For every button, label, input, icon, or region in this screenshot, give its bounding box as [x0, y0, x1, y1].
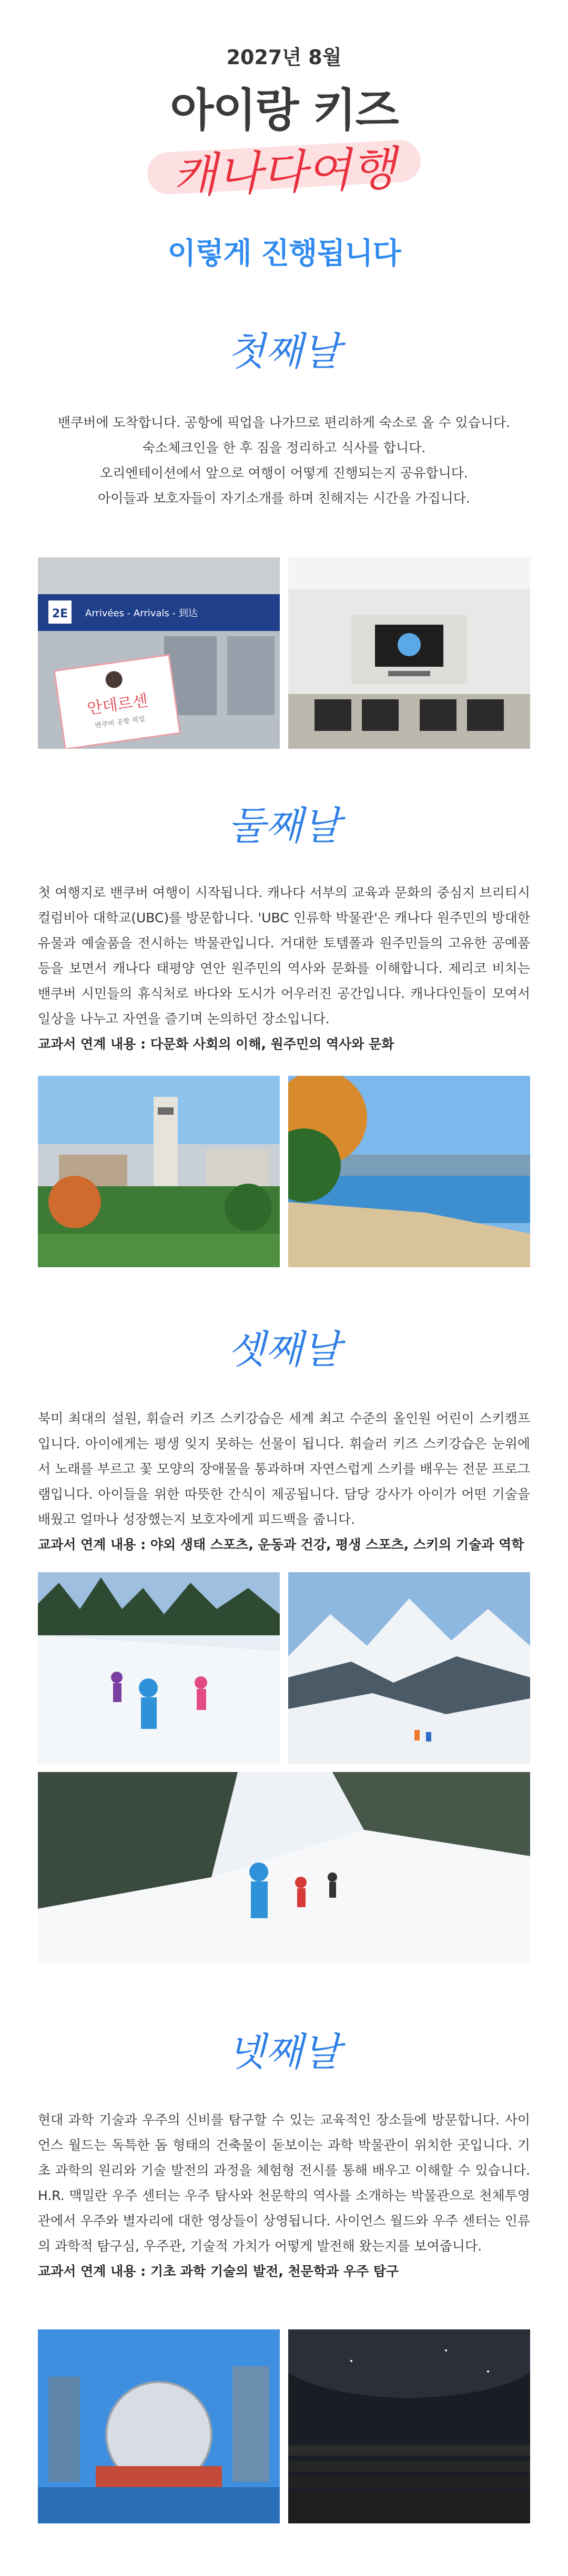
- whistler-mountains-photo: [288, 1572, 530, 1764]
- day1-description: [38, 410, 530, 511]
- trip-date: 2027년 8월: [226, 46, 342, 69]
- planetarium-photo: [288, 2329, 530, 2523]
- day4-curriculum: 교과서 연계 내용 : 기초 과학 기술의 발전, 천문학과 우주 탐구: [38, 2264, 399, 2279]
- day1-line: 오리엔테이션에서 앞으로 여행이 어떻게 진행되는지 공유합니다.: [100, 465, 468, 481]
- trip-title-wrap: [126, 130, 442, 203]
- day3-curriculum: 교과서 연계 내용 : 야외 생태 스포츠, 운동과 건강, 평생 스포츠, 스키의 기술과 역학: [38, 1537, 524, 1552]
- day1-line: 아이들과 보호자들이 자기소개를 하며 친해지는 시간을 가집니다.: [98, 491, 470, 506]
- day3-title: 셋째날: [227, 1327, 341, 1372]
- day2-curriculum: 교과서 연계 내용 : 다문화 사회의 이해, 원주민의 역사와 문화: [38, 1036, 394, 1052]
- day1-title: 첫째날: [227, 329, 341, 374]
- jericho-beach-photo: [288, 1076, 530, 1267]
- airport-arrivals-photo: [38, 557, 280, 749]
- welcome-sign: 안데르센: [86, 691, 149, 718]
- science-world-photo: [38, 2329, 280, 2523]
- kids-ski-lesson-photo: [38, 1572, 280, 1764]
- day2-description: [38, 880, 530, 1057]
- brand-title: 아이랑 키즈: [170, 84, 398, 137]
- ski-slope-trees-photo: [38, 1772, 530, 1963]
- day4-description: [38, 2107, 530, 2284]
- ubc-campus-photo: [38, 1076, 280, 1267]
- schedule-subtitle: 이렇게 진행됩니다: [167, 237, 401, 271]
- welcome-sign-sub: 밴쿠버 공항 픽업: [94, 715, 146, 730]
- day4-title: 넷째날: [227, 2030, 341, 2075]
- arrivals-sign: Arrivées - Arrivals - 到达: [85, 608, 198, 619]
- day1-line: 숙소체크인을 한 후 짐을 정리하고 식사를 합니다.: [142, 440, 426, 455]
- day2-text: 첫 여행지로 밴쿠버 여행이 시작됩니다. 캐나다 서부의 교육과 문화의 중심지 브리티시 컬럼비아 대학교(UBC)를 방문합니다. 'UBC 인류학 박물관'은 캐나다 원주민의 방대한 유물과 예술품을 전시하는 박물관입니다. 거대한 토템폴과 원주민들의 고유한 공예품 등을 보면서 캐나다 태평양 연안 원주민의 역사와 문화를 이해합니다. 제리코 비치는 밴쿠버 시민들의 휴식처로 바다와 도시가 어우러진 공간입니다. 캐나다인들이 모여서 일상을 나누고 자연을 즐기며 논의하던 장소입니다.: [38, 885, 530, 1026]
- day1-line: 밴쿠버에 도착합니다. 공항에 픽업을 나가므로 편리하게 숙소로 올 수 있습니다.: [57, 415, 511, 430]
- gate-code: 2E: [52, 607, 68, 620]
- orientation-room-photo: [288, 557, 530, 749]
- day3-description: [38, 1406, 530, 1557]
- day4-text: 현대 과학 기술과 우주의 신비를 탐구할 수 있는 교육적인 장소들에 방문합니다. 사이언스 월드는 독특한 돔 형태의 건축물이 돋보이는 과학 박물관이 위치한 곳입니다. 기초 과학의 원리와 기술 발전의 과정을 체험형 전시를 통해 배우고 이해할 수 있습니다. H.R. 맥밀란 우주 센터는 우주 탐사와 천문학의 역사를 소개하는 박물관으로 천체투영관에서 우주와 별자리에 대한 영상들이 상영됩니다. 사이언스 월드와 우주 센터는 인류의 과학적 탐구심, 우주관, 기술적 가치가 어떻게 발전해 왔는지를 보여줍니다.: [38, 2112, 530, 2254]
- day2-title: 둘째날: [227, 803, 341, 849]
- trip-title: 캐나다여행: [171, 141, 397, 203]
- day3-text: 북미 최대의 설원, 휘슬러 키즈 스키강습은 세계 최고 수준의 올인원 어린이 스키캠프입니다. 아이에게는 평생 잊지 못하는 선물이 됩니다. 휘슬러 키즈 스키강습은 눈위에서 노래를 부르고 꽃 모양의 장애물을 통과하며 자연스럽게 스키를 배우는 전문 프로그램입니다. 아이들을 위한 따뜻한 간식이 제공됩니다. 담당 강사가 아이가 어떤 기술을 배웠고 얼마나 성장했는지 보호자에게 피드백을 줍니다.: [38, 1411, 530, 1527]
